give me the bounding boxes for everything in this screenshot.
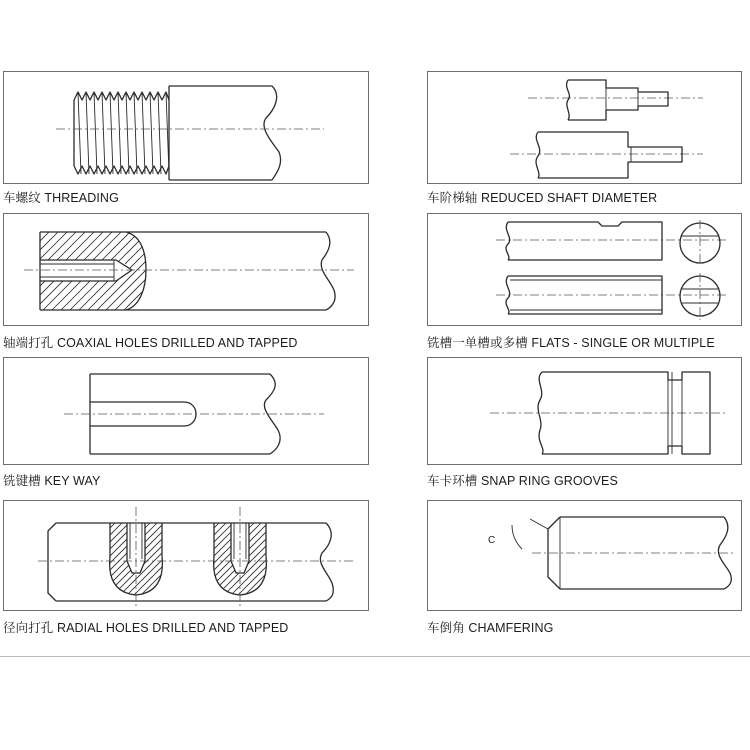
snap-ring-panel <box>427 357 742 465</box>
chamfering-panel <box>427 500 742 611</box>
caption-threading: 车螺纹 THREADING <box>3 191 119 205</box>
flats-drawing <box>428 214 742 326</box>
key-way-drawing <box>4 358 369 465</box>
threading-panel <box>3 71 369 184</box>
chamfer-dimension-label: C <box>488 535 496 546</box>
chamfering-drawing <box>428 501 742 611</box>
reduced-shaft-panel <box>427 71 742 184</box>
caption-snap-ring: 车卡环槽 SNAP RING GROOVES <box>427 474 618 488</box>
reduced-shaft-drawing <box>428 72 742 184</box>
snap-ring-drawing <box>428 358 742 465</box>
threading-drawing <box>4 72 369 184</box>
coaxial-holes-drawing <box>4 214 369 326</box>
caption-coaxial-holes: 轴端打孔 COAXIAL HOLES DRILLED AND TAPPED <box>3 336 298 350</box>
caption-chamfering: 车倒角 CHAMFERING <box>427 621 554 635</box>
caption-key-way: 铣键槽 KEY WAY <box>3 474 101 488</box>
radial-holes-panel <box>3 500 369 611</box>
caption-reduced-shaft: 车阶梯轴 REDUCED SHAFT DIAMETER <box>427 191 658 205</box>
bottom-divider <box>0 656 750 657</box>
radial-holes-drawing <box>4 501 369 611</box>
caption-flats: 铣槽一单槽或多槽 FLATS - SINGLE OR MULTIPLE <box>427 336 715 350</box>
coaxial-holes-panel <box>3 213 369 326</box>
key-way-panel <box>3 357 369 465</box>
caption-radial-holes: 径向打孔 RADIAL HOLES DRILLED AND TAPPED <box>3 621 289 635</box>
flats-panel <box>427 213 742 326</box>
